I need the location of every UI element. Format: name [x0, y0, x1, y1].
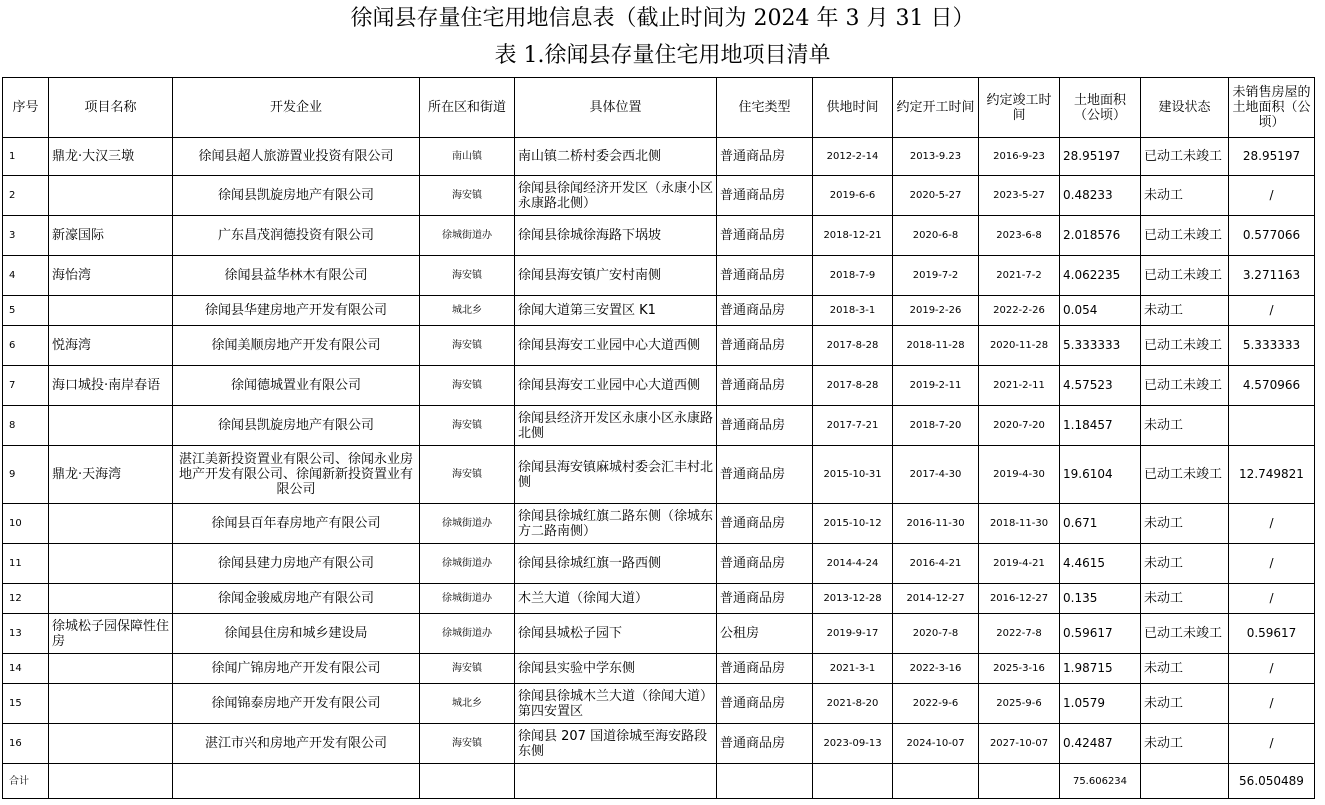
row-developer: 徐闻县建力房地产有限公司 — [173, 544, 420, 584]
row-housing-type: 普通商品房 — [717, 138, 813, 176]
table-row — [3, 724, 1315, 764]
row-location: 徐闻县徐城徐海路下埚坡 — [515, 216, 717, 256]
row-district: 徐城街道办 — [420, 584, 515, 614]
row-developer: 徐闻县凯旋房地产有限公司 — [173, 406, 420, 446]
header-unsold: 未销售房屋的土地面积（公顷） — [1229, 78, 1315, 138]
row-project-name: 海口城投·南岸春语 — [49, 366, 173, 406]
header-dev: 开发企业 — [173, 78, 420, 138]
row-seq: 12 — [3, 584, 49, 614]
row-unsold-area: / — [1229, 544, 1315, 584]
row-status: 未动工 — [1141, 544, 1229, 584]
row-project-name: 海怡湾 — [49, 256, 173, 296]
row-land-area: 4.062235 — [1060, 256, 1141, 296]
row-project-name — [49, 724, 173, 764]
row-location: 徐闻县海安工业园中心大道西侧 — [515, 326, 717, 366]
row-location: 徐闻县海安工业园中心大道西侧 — [515, 366, 717, 406]
row-land-area: 0.48233 — [1060, 176, 1141, 216]
row-start-date: 2024-10-07 — [893, 724, 979, 764]
table-row — [3, 544, 1315, 584]
row-seq: 11 — [3, 544, 49, 584]
row-finish-date: 2027-10-07 — [979, 724, 1060, 764]
total-label: 合计 — [3, 764, 49, 799]
row-supply-date: 2019-9-17 — [813, 614, 893, 654]
row-finish-date: 2018-11-30 — [979, 504, 1060, 544]
table-row — [3, 138, 1315, 176]
row-project-name — [49, 584, 173, 614]
row-supply-date: 2017-8-28 — [813, 366, 893, 406]
row-land-area: 4.57523 — [1060, 366, 1141, 406]
row-finish-date: 2023-6-8 — [979, 216, 1060, 256]
row-district: 南山镇 — [420, 138, 515, 176]
row-supply-date: 2018-3-1 — [813, 296, 893, 326]
row-unsold-area: 0.577066 — [1229, 216, 1315, 256]
row-finish-date: 2019-4-30 — [979, 446, 1060, 504]
row-finish-date: 2016-12-27 — [979, 584, 1060, 614]
row-seq: 4 — [3, 256, 49, 296]
row-land-area: 28.95197 — [1060, 138, 1141, 176]
row-finish-date: 2020-11-28 — [979, 326, 1060, 366]
row-housing-type: 普通商品房 — [717, 654, 813, 684]
row-housing-type: 普通商品房 — [717, 724, 813, 764]
row-seq: 6 — [3, 326, 49, 366]
header-area: 土地面积（公顷） — [1060, 78, 1141, 138]
table-row — [3, 584, 1315, 614]
row-developer: 徐闻县华建房地产开发有限公司 — [173, 296, 420, 326]
row-status: 未动工 — [1141, 654, 1229, 684]
row-unsold-area: / — [1229, 724, 1315, 764]
row-start-date: 2020-5-27 — [893, 176, 979, 216]
row-location: 徐闻大道第三安置区 K1 — [515, 296, 717, 326]
row-developer: 徐闻金骏威房地产有限公司 — [173, 584, 420, 614]
row-supply-date: 2018-12-21 — [813, 216, 893, 256]
row-district: 海安镇 — [420, 446, 515, 504]
row-district: 海安镇 — [420, 366, 515, 406]
table-row — [3, 406, 1315, 446]
row-status: 已动工未竣工 — [1141, 326, 1229, 366]
row-start-date: 2020-6-8 — [893, 216, 979, 256]
row-land-area: 19.6104 — [1060, 446, 1141, 504]
header-location: 具体位置 — [515, 78, 717, 138]
row-developer: 徐闻德城置业有限公司 — [173, 366, 420, 406]
row-unsold-area: / — [1229, 684, 1315, 724]
row-land-area: 1.98715 — [1060, 654, 1141, 684]
row-unsold-area: 28.95197 — [1229, 138, 1315, 176]
row-seq: 9 — [3, 446, 49, 504]
row-location: 徐闻县 207 国道徐城至海安路段东侧 — [515, 724, 717, 764]
row-supply-date: 2015-10-31 — [813, 446, 893, 504]
row-status: 未动工 — [1141, 296, 1229, 326]
row-unsold-area: 12.749821 — [1229, 446, 1315, 504]
row-finish-date: 2019-4-21 — [979, 544, 1060, 584]
row-finish-date: 2023-5-27 — [979, 176, 1060, 216]
row-land-area: 5.333333 — [1060, 326, 1141, 366]
row-seq: 7 — [3, 366, 49, 406]
header-status: 建设状态 — [1141, 78, 1229, 138]
row-project-name: 新濠国际 — [49, 216, 173, 256]
row-seq: 1 — [3, 138, 49, 176]
row-district: 徐城街道办 — [420, 216, 515, 256]
row-status: 已动工未竣工 — [1141, 614, 1229, 654]
table-subtitle: 表 1.徐闻县存量住宅用地项目清单 — [494, 43, 831, 68]
row-location: 徐闻县徐城木兰大道（徐闻大道）第四安置区 — [515, 684, 717, 724]
row-housing-type: 普通商品房 — [717, 584, 813, 614]
row-finish-date: 2022-7-8 — [979, 614, 1060, 654]
row-status: 已动工未竣工 — [1141, 138, 1229, 176]
row-supply-date: 2013-12-28 — [813, 584, 893, 614]
row-status: 已动工未竣工 — [1141, 446, 1229, 504]
row-housing-type: 普通商品房 — [717, 216, 813, 256]
row-project-name: 徐城松子园保障性住房 — [49, 614, 173, 654]
row-project-name: 鼎龙·大汉三墩 — [49, 138, 173, 176]
row-district: 海安镇 — [420, 406, 515, 446]
row-start-date: 2018-11-28 — [893, 326, 979, 366]
table-row — [3, 654, 1315, 684]
row-land-area: 0.42487 — [1060, 724, 1141, 764]
table-row — [3, 326, 1315, 366]
row-housing-type: 普通商品房 — [717, 406, 813, 446]
row-location: 徐闻县徐闻经济开发区（永康小区永康路北侧） — [515, 176, 717, 216]
row-land-area: 1.0579 — [1060, 684, 1141, 724]
row-project-name — [49, 684, 173, 724]
row-developer: 徐闻县百年春房地产有限公司 — [173, 504, 420, 544]
row-unsold-area: 0.59617 — [1229, 614, 1315, 654]
row-district: 海安镇 — [420, 724, 515, 764]
row-unsold-area: 5.333333 — [1229, 326, 1315, 366]
row-start-date: 2017-4-30 — [893, 446, 979, 504]
row-seq: 13 — [3, 614, 49, 654]
land-info-table — [2, 77, 1315, 799]
table-row — [3, 446, 1315, 504]
row-project-name: 鼎龙·天海湾 — [49, 446, 173, 504]
row-location: 徐闻县实验中学东侧 — [515, 654, 717, 684]
row-land-area: 1.18457 — [1060, 406, 1141, 446]
row-district: 城北乡 — [420, 296, 515, 326]
row-supply-date: 2015-10-12 — [813, 504, 893, 544]
table-row — [3, 614, 1315, 654]
row-finish-date: 2025-3-16 — [979, 654, 1060, 684]
table-row — [3, 366, 1315, 406]
row-finish-date: 2025-9-6 — [979, 684, 1060, 724]
row-supply-date: 2023-09-13 — [813, 724, 893, 764]
row-seq: 8 — [3, 406, 49, 446]
row-supply-date: 2017-8-28 — [813, 326, 893, 366]
row-housing-type: 普通商品房 — [717, 544, 813, 584]
row-unsold-area: / — [1229, 504, 1315, 544]
row-seq: 3 — [3, 216, 49, 256]
row-district: 徐城街道办 — [420, 504, 515, 544]
row-seq: 16 — [3, 724, 49, 764]
row-housing-type: 普通商品房 — [717, 176, 813, 216]
row-housing-type: 普通商品房 — [717, 326, 813, 366]
table-row — [3, 504, 1315, 544]
row-land-area: 4.4615 — [1060, 544, 1141, 584]
row-land-area: 0.671 — [1060, 504, 1141, 544]
row-project-name — [49, 544, 173, 584]
row-start-date: 2022-3-16 — [893, 654, 979, 684]
row-status: 未动工 — [1141, 684, 1229, 724]
row-district: 海安镇 — [420, 654, 515, 684]
header-district: 所在区和街道 — [420, 78, 515, 138]
row-location: 徐闻县城松子园下 — [515, 614, 717, 654]
row-seq: 15 — [3, 684, 49, 724]
table-row — [3, 256, 1315, 296]
row-status: 未动工 — [1141, 724, 1229, 764]
row-project-name — [49, 176, 173, 216]
row-location: 徐闻县海安镇广安村南侧 — [515, 256, 717, 296]
row-supply-date: 2017-7-21 — [813, 406, 893, 446]
row-seq: 5 — [3, 296, 49, 326]
row-developer: 徐闻美顺房地产开发有限公司 — [173, 326, 420, 366]
row-housing-type: 公租房 — [717, 614, 813, 654]
row-location: 徐闻县徐城红旗二路东侧（徐城东方二路南侧） — [515, 504, 717, 544]
row-unsold-area: / — [1229, 584, 1315, 614]
row-location: 南山镇二桥村委会西北侧 — [515, 138, 717, 176]
row-district: 徐城街道办 — [420, 614, 515, 654]
row-location: 徐闻县经济开发区永康小区永康路北侧 — [515, 406, 717, 446]
row-project-name — [49, 296, 173, 326]
row-start-date: 2020-7-8 — [893, 614, 979, 654]
row-developer: 徐闻县住房和城乡建设局 — [173, 614, 420, 654]
table-row — [3, 216, 1315, 256]
row-start-date: 2016-11-30 — [893, 504, 979, 544]
row-supply-date: 2018-7-9 — [813, 256, 893, 296]
row-developer: 广东昌茂润德投资有限公司 — [173, 216, 420, 256]
row-housing-type: 普通商品房 — [717, 446, 813, 504]
row-start-date: 2018-7-20 — [893, 406, 979, 446]
row-status: 未动工 — [1141, 406, 1229, 446]
row-district: 城北乡 — [420, 684, 515, 724]
total-area: 75.606234 — [1060, 764, 1141, 799]
row-housing-type: 普通商品房 — [717, 296, 813, 326]
row-developer: 徐闻锦泰房地产开发有限公司 — [173, 684, 420, 724]
row-supply-date: 2021-3-1 — [813, 654, 893, 684]
row-district: 海安镇 — [420, 176, 515, 216]
row-location: 徐闻县徐城红旗一路西侧 — [515, 544, 717, 584]
row-seq: 2 — [3, 176, 49, 216]
row-project-name: 悦海湾 — [49, 326, 173, 366]
row-housing-type: 普通商品房 — [717, 504, 813, 544]
table-row — [3, 684, 1315, 724]
row-status: 未动工 — [1141, 584, 1229, 614]
row-status: 未动工 — [1141, 176, 1229, 216]
total-row — [3, 764, 1315, 799]
row-start-date: 2019-2-26 — [893, 296, 979, 326]
row-finish-date: 2021-2-11 — [979, 366, 1060, 406]
header-supply: 供地时间 — [813, 78, 893, 138]
row-status: 已动工未竣工 — [1141, 216, 1229, 256]
row-land-area: 0.054 — [1060, 296, 1141, 326]
row-supply-date: 2012-2-14 — [813, 138, 893, 176]
row-project-name — [49, 654, 173, 684]
row-developer: 徐闻广锦房地产开发有限公司 — [173, 654, 420, 684]
total-unsold: 56.050489 — [1229, 764, 1315, 799]
table-row — [3, 176, 1315, 216]
row-unsold-area: / — [1229, 176, 1315, 216]
row-district: 徐城街道办 — [420, 544, 515, 584]
header-seq: 序号 — [3, 78, 49, 138]
row-land-area: 2.018576 — [1060, 216, 1141, 256]
row-location: 木兰大道（徐闻大道） — [515, 584, 717, 614]
row-land-area: 0.135 — [1060, 584, 1141, 614]
row-supply-date: 2014-4-24 — [813, 544, 893, 584]
table-row — [3, 296, 1315, 326]
row-housing-type: 普通商品房 — [717, 366, 813, 406]
title-block — [0, 0, 1325, 76]
header-finish: 约定竣工时间 — [979, 78, 1060, 138]
table-body — [3, 138, 1315, 764]
row-developer: 徐闻县凯旋房地产有限公司 — [173, 176, 420, 216]
row-finish-date: 2022-2-26 — [979, 296, 1060, 326]
row-finish-date: 2016-9-23 — [979, 138, 1060, 176]
row-unsold-area: / — [1229, 654, 1315, 684]
row-location: 徐闻县海安镇麻城村委会汇丰村北侧 — [515, 446, 717, 504]
row-developer: 徐闻县超人旅游置业投资有限公司 — [173, 138, 420, 176]
row-housing-type: 普通商品房 — [717, 256, 813, 296]
row-supply-date: 2021-8-20 — [813, 684, 893, 724]
page-title: 徐闻县存量住宅用地信息表（截止时间为 2024 年 3 月 31 日） — [350, 6, 975, 31]
row-supply-date: 2019-6-6 — [813, 176, 893, 216]
row-project-name — [49, 504, 173, 544]
row-land-area: 0.59617 — [1060, 614, 1141, 654]
header-type: 住宅类型 — [717, 78, 813, 138]
row-start-date: 2014-12-27 — [893, 584, 979, 614]
row-finish-date: 2020-7-20 — [979, 406, 1060, 446]
row-unsold-area: 3.271163 — [1229, 256, 1315, 296]
row-project-name — [49, 406, 173, 446]
header-row — [3, 78, 1315, 138]
row-status: 已动工未竣工 — [1141, 366, 1229, 406]
row-status: 已动工未竣工 — [1141, 256, 1229, 296]
header-name: 项目名称 — [49, 78, 173, 138]
row-status: 未动工 — [1141, 504, 1229, 544]
row-finish-date: 2021-7-2 — [979, 256, 1060, 296]
row-district: 海安镇 — [420, 256, 515, 296]
row-start-date: 2022-9-6 — [893, 684, 979, 724]
row-unsold-area: / — [1229, 296, 1315, 326]
row-housing-type: 普通商品房 — [717, 684, 813, 724]
row-start-date: 2013-9.23 — [893, 138, 979, 176]
row-seq: 14 — [3, 654, 49, 684]
row-developer: 湛江美新投资置业有限公司、徐闻永业房地产开发有限公司、徐闻新新投资置业有限公司 — [173, 446, 420, 504]
row-start-date: 2019-7-2 — [893, 256, 979, 296]
row-unsold-area — [1229, 406, 1315, 446]
header-start: 约定开工时间 — [893, 78, 979, 138]
row-start-date: 2016-4-21 — [893, 544, 979, 584]
row-district: 海安镇 — [420, 326, 515, 366]
row-developer: 徐闻县益华林木有限公司 — [173, 256, 420, 296]
row-developer: 湛江市兴和房地产开发有限公司 — [173, 724, 420, 764]
row-unsold-area: 4.570966 — [1229, 366, 1315, 406]
row-seq: 10 — [3, 504, 49, 544]
row-start-date: 2019-2-11 — [893, 366, 979, 406]
